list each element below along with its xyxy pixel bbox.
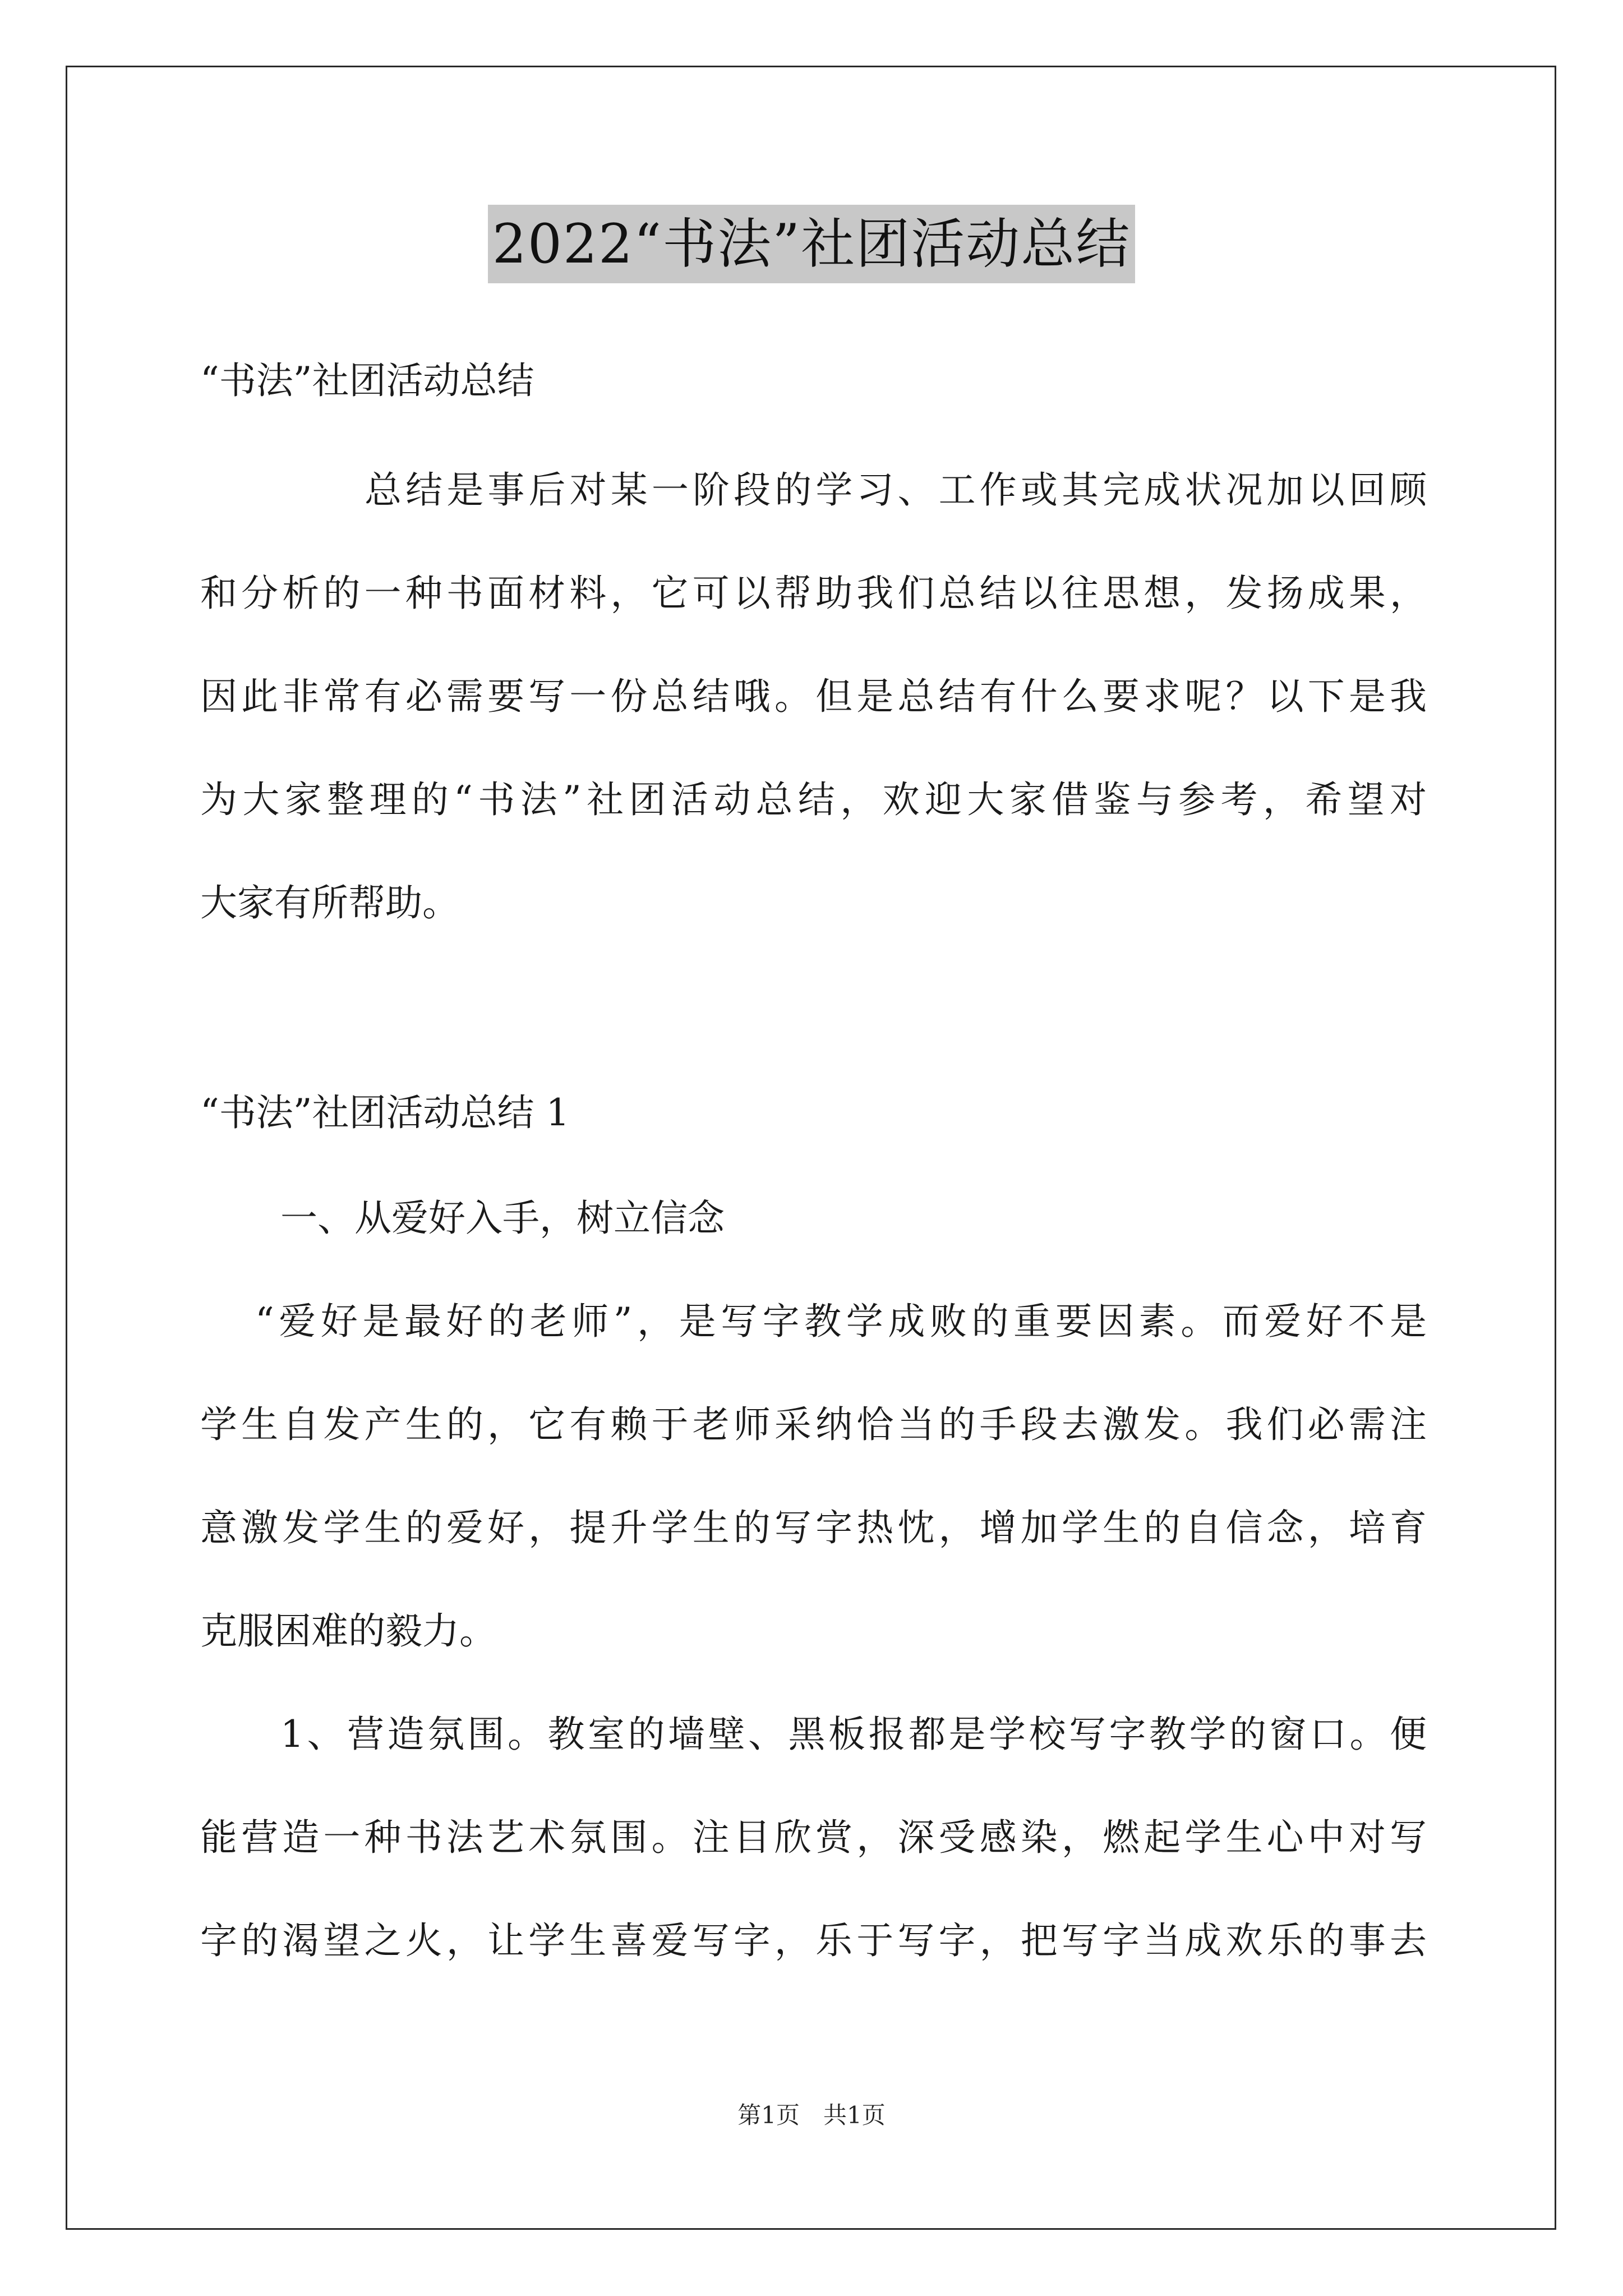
paragraph-line: 意激发学生的爱好，提升学生的写字热忱，增加学生的自信念，培育 [200,1506,1427,1549]
intro-line: 总结是事后对某一阶段的学习、工作或其完成状况加以回顾 [365,468,1427,512]
section-heading: “书法”社团活动总结 1 [200,1091,570,1134]
title-block [0,205,1623,283]
subheading: 一、从爱好入手，树立信念 [280,1197,725,1240]
paragraph-line: 学生自发产生的，它有赖于老师采纳恰当的手段去激发。我们必需注 [200,1403,1427,1446]
paragraph-line: 1、营造氛围。教室的墙壁、黑板报都是学校写字教学的窗口。便 [280,1713,1427,1756]
paragraph-line: 字的渴望之火，让学生喜爱写字，乐于写字，把写字当成欢乐的事去 [200,1919,1427,1962]
paragraph-line: “爱好是最好的老师”，是写字教学成败的重要因素。而爱好不是 [255,1300,1427,1343]
paragraph-line: 克服困难的毅力。 [200,1609,496,1653]
paragraph-line: 能营造一种书法艺术氛围。注目欣赏，深受感染，燃起学生心中对写 [200,1816,1427,1859]
intro-line: 因此非常有必需要写一份总结哦。但是总结有什么要求呢？以下是我 [200,675,1427,718]
page-footer: 第1页 共1页 [737,2101,886,2129]
document-title: 2022“书法”社团活动总结 [488,205,1135,283]
intro-line: 为大家整理的“书法”社团活动总结，欢迎大家借鉴与参考，希望对 [200,778,1427,821]
document-subtitle: “书法”社团活动总结 [200,359,534,402]
intro-line: 和分析的一种书面材料，它可以帮助我们总结以往思想，发扬成果， [200,572,1427,615]
intro-line: 大家有所帮助。 [200,881,459,924]
